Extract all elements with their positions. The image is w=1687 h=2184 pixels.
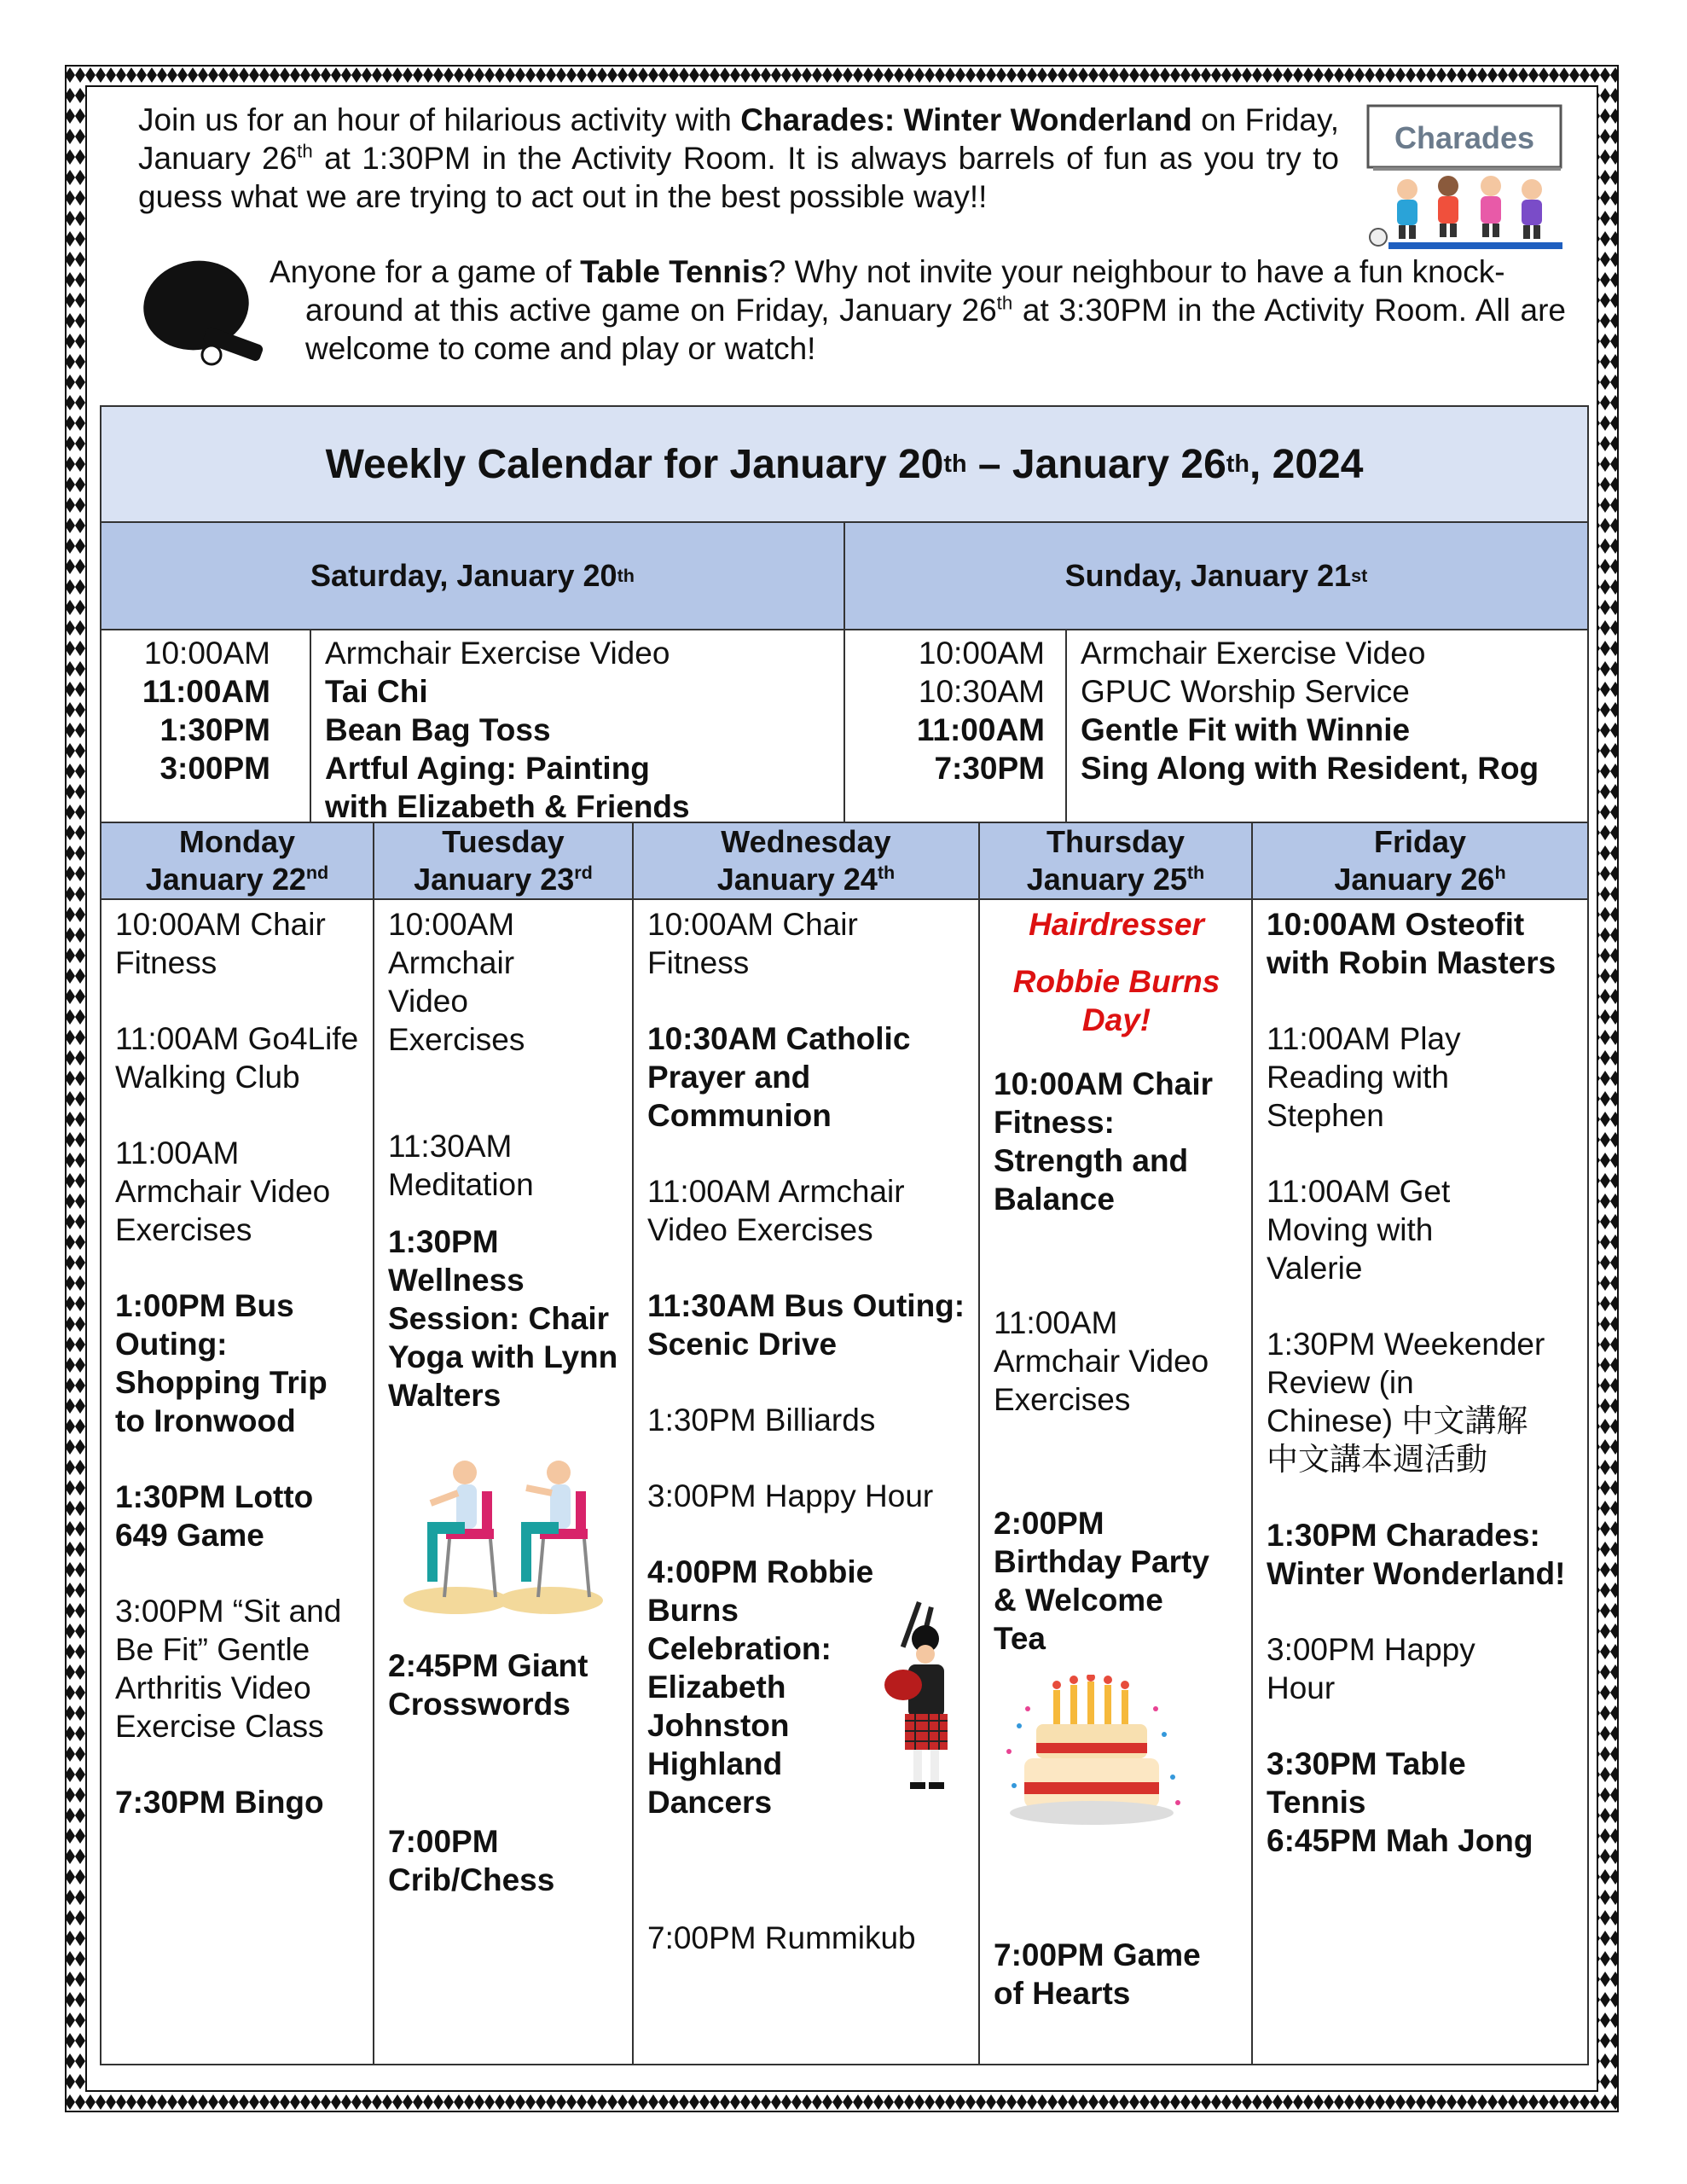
friday-schedule bbox=[1253, 900, 1587, 2064]
thursday-event: 11:00AM Armchair Video Exercises bbox=[994, 1305, 1209, 1417]
wednesday-event: 1:30PM Billiards bbox=[647, 1403, 876, 1438]
friday-event: 6:45PM Mah Jong bbox=[1267, 1823, 1533, 1858]
thursday-header: Thursday January 25th bbox=[980, 823, 1253, 898]
wednesday-event: 11:00AM Armchair Video Exercises bbox=[647, 1174, 905, 1247]
wednesday-event: 10:00AM Chair Fitness bbox=[647, 907, 858, 980]
wednesday-event: 11:30AM Bus Outing: Scenic Drive bbox=[647, 1288, 965, 1362]
wednesday-event: 3:00PM Happy Hour bbox=[647, 1478, 934, 1513]
monday-event: 1:00PM Bus Outing: Shopping Trip to Ironwood bbox=[115, 1288, 328, 1438]
tuesday-event: 11:30AM Meditation bbox=[388, 1129, 534, 1202]
friday-event: 1:30PM Charades: Winter Wonderland! bbox=[1267, 1518, 1566, 1591]
saturday-event: Artful Aging: Painting with Elizabeth & Friends bbox=[325, 751, 690, 824]
saturday-header: Saturday, January 20 th bbox=[101, 523, 845, 629]
birthday-cake-illustration bbox=[994, 1658, 1239, 1850]
weekly-calendar bbox=[100, 405, 1589, 2065]
robbie-burns-note: Robbie Burns Day! bbox=[1012, 964, 1220, 1037]
bagpiper-illustration bbox=[879, 1601, 973, 1803]
wednesday-event: 10:30AM Catholic Prayer and Communion bbox=[647, 1021, 911, 1133]
charades-announcement: Join us for an hour of hilarious activity with Charades: Winter Wonderland on Friday, January 26th at 1:30PM in the Activity Room. It is always barrels of fun as you try to guess what we are trying to act out in the best possible way!! bbox=[138, 102, 1339, 214]
friday-event: 11:00AM Get Moving with Valerie bbox=[1267, 1174, 1451, 1286]
monday-event: 7:30PM Bingo bbox=[115, 1785, 324, 1820]
table-tennis-announcement: Anyone for a game of Table Tennis? Why not invite your neighbour to have a fun knock- around at this active game on Friday, January 26th at 3:30PM in the Activity Room. All are welcome to come and play or watch! bbox=[270, 254, 1566, 366]
ping-pong-paddle-icon bbox=[142, 256, 268, 369]
tuesday-event: 7:00PM Crib/Chess bbox=[388, 1824, 555, 1897]
monday-event: 1:30PM Lotto 649 Game bbox=[115, 1479, 314, 1553]
friday-event: 10:00AM Osteofit with Robin Masters bbox=[1267, 907, 1557, 980]
saturday-time: 3:00PM bbox=[159, 751, 270, 786]
saturday-time: 10:00AM bbox=[143, 636, 270, 671]
sunday-time: 10:00AM bbox=[918, 636, 1045, 671]
thursday-event: 10:00AM Chair Fitness: Strength and Balance bbox=[994, 1066, 1214, 1217]
monday-schedule bbox=[101, 900, 374, 2064]
friday-header: Friday January 26$^h$ bbox=[1334, 824, 1506, 897]
saturday-event: Bean Bag Toss bbox=[325, 712, 551, 747]
wednesday-event: 4:00PM Robbie Burns Celebration: Elizabeth Johnston Highland Dancers bbox=[647, 1554, 874, 1820]
wednesday-event: 7:00PM Rummikub bbox=[647, 1920, 916, 1955]
tuesday-event: 10:00AM Armchair Video Exercises bbox=[388, 907, 525, 1057]
sunday-time: 11:00AM bbox=[916, 712, 1045, 747]
monday-header: Monday January 22nd bbox=[101, 823, 374, 898]
sunday-event: GPUC Worship Service bbox=[1081, 674, 1410, 709]
saturday-time: 1:30PM bbox=[159, 712, 270, 747]
friday-event: 3:30PM Table Tennis bbox=[1267, 1746, 1466, 1820]
sunday-event: Armchair Exercise Video bbox=[1081, 636, 1426, 671]
saturday-schedule bbox=[101, 630, 845, 822]
thursday-schedule bbox=[980, 900, 1253, 2064]
monday-event: 3:00PM “Sit and Be Fit” Gentle Arthritis Video Exercise Class bbox=[115, 1594, 342, 1744]
monday-event: 11:00AM Go4Life Walking Club bbox=[115, 1021, 359, 1095]
wednesday-schedule bbox=[634, 900, 980, 2064]
monday-event: 11:00AM Armchair Video Exercises bbox=[115, 1136, 331, 1247]
thursday-event: 2:00PM Birthday Party & Welcome Tea bbox=[994, 1506, 1209, 1656]
hairdresser-note: Hairdresser bbox=[1029, 907, 1204, 942]
saturday-event: Armchair Exercise Video bbox=[325, 636, 670, 671]
sunday-time: 7:30PM bbox=[934, 751, 1045, 786]
sunday-event: Gentle Fit with Winnie bbox=[1081, 712, 1411, 747]
calendar-title: Weekly Calendar for January 20 th – January 26 th , 2024 bbox=[101, 407, 1587, 523]
sunday-time: 10:30AM bbox=[918, 674, 1045, 709]
monday-event: 10:00AM Chair Fitness bbox=[115, 907, 326, 980]
chair-yoga-illustration bbox=[388, 1414, 620, 1635]
charades-sign-label: Charades bbox=[1394, 120, 1535, 155]
sunday-schedule bbox=[845, 630, 1587, 822]
friday-event: 1:30PM Weekender Review (in Chinese) 中文講解中文講本週活動 bbox=[1267, 1327, 1545, 1477]
wednesday-header: Wednesday January 24th bbox=[634, 823, 980, 898]
friday-event: 3:00PM Happy Hour bbox=[1267, 1632, 1475, 1705]
tuesday-schedule bbox=[374, 900, 634, 2064]
sunday-header: Sunday, January 21 st bbox=[1064, 558, 1368, 593]
tuesday-event: 2:45PM Giant Crosswords bbox=[388, 1648, 588, 1722]
thursday-event: 7:00PM Game of Hearts bbox=[994, 1937, 1201, 2011]
charades-illustration bbox=[1363, 101, 1568, 251]
tuesday-header: Tuesday January 23rd bbox=[374, 823, 634, 898]
tuesday-event: 1:30PM Wellness Session: Chair Yoga with Lynn Walters bbox=[388, 1224, 618, 1413]
saturday-event: Tai Chi bbox=[325, 674, 428, 709]
sunday-event: Sing Along with Resident, Rog bbox=[1081, 751, 1539, 786]
saturday-time: 11:00AM bbox=[142, 674, 270, 709]
friday-event: 11:00AM Play Reading with Stephen bbox=[1267, 1021, 1461, 1133]
